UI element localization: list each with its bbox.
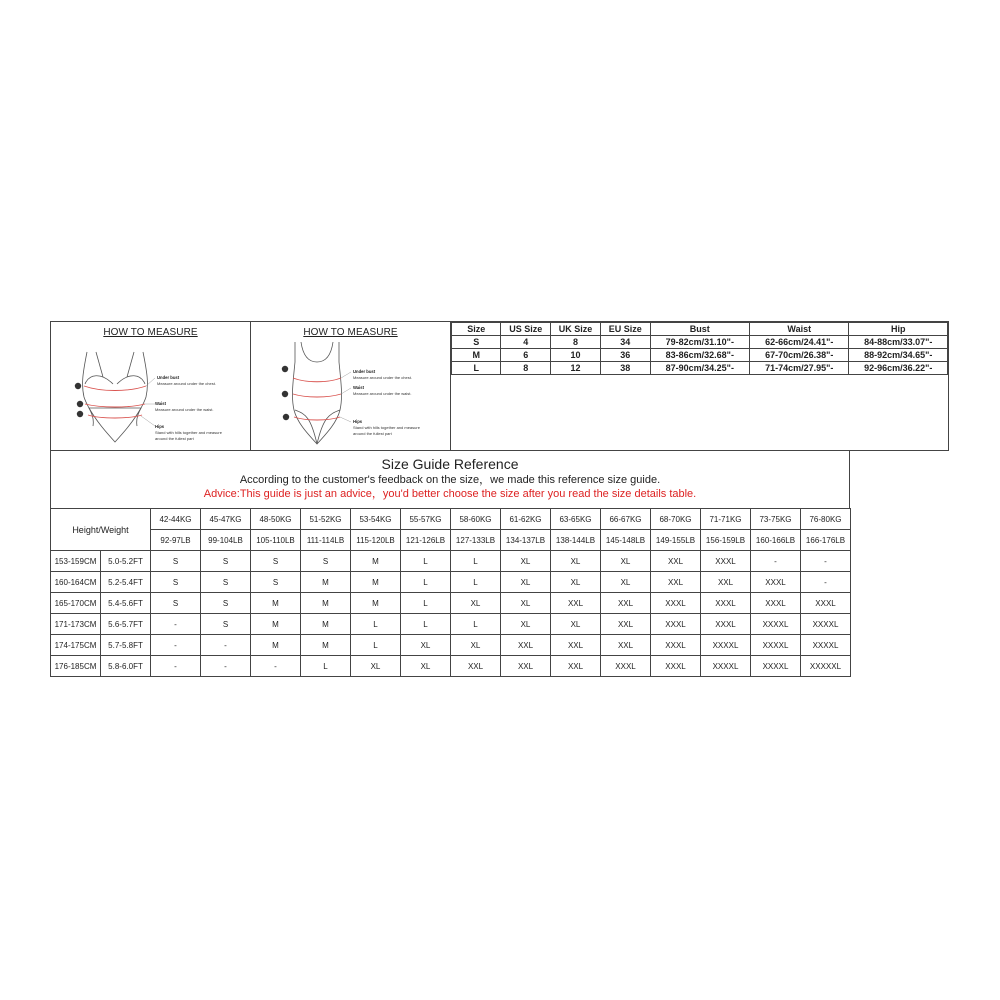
guide-advice: Advice:This guide is just an advice，you'd better choose the size after you read the size details table. [203, 488, 697, 500]
size-cell: L [451, 614, 501, 635]
height-cm-cell: 174-175CM [51, 635, 101, 656]
size-cell: XL [551, 572, 601, 593]
height-cm-cell: 176-185CM [51, 656, 101, 677]
size-cell: L [301, 656, 351, 677]
lb-header-cell: 99-104LB [201, 530, 251, 551]
header-cell: Bust [650, 323, 749, 336]
cell: 38 [600, 362, 650, 375]
size-cell: XXXL [701, 614, 751, 635]
size-cell: XXXL [751, 572, 801, 593]
cell: S [452, 336, 501, 349]
size-cell: L [351, 614, 401, 635]
size-cell: S [201, 593, 251, 614]
size-cell: XL [501, 593, 551, 614]
measure-header: HOW TO MEASURE [103, 327, 198, 338]
size-table-header [452, 323, 948, 336]
height-cm-cell: 165-170CM [51, 593, 101, 614]
size-cell: L [401, 614, 451, 635]
size-cell: XXL [501, 635, 551, 656]
kg-header-cell: 73-75KG [751, 509, 801, 530]
step3-desc: Stand with hills together and measure [155, 430, 222, 435]
size-cell: XXL [551, 656, 601, 677]
table-row [51, 656, 851, 677]
size-cell: XL [501, 572, 551, 593]
lb-header-cell: 138-144LB [551, 530, 601, 551]
size-cell: L [401, 593, 451, 614]
cell: 71-74cm/27.95"- [750, 362, 849, 375]
kg-header-cell: 55-57KG [401, 509, 451, 530]
size-cell: XXXL [701, 551, 751, 572]
height-ft-cell: 5.8-6.0FT [101, 656, 151, 677]
step3-desc2: around the fullest part [155, 436, 194, 441]
table-row [452, 336, 948, 349]
height-ft-cell: 5.4-5.6FT [101, 593, 151, 614]
step3-title: Hips [353, 419, 363, 424]
step1-desc: Measure around under the chest. [157, 381, 216, 386]
guide-title: Size Guide Reference [381, 456, 519, 472]
size-cell: XXXXL [751, 635, 801, 656]
size-guide-header [50, 451, 850, 508]
table-row [51, 551, 851, 572]
size-cell: XXL [601, 614, 651, 635]
step2-desc: Measure around under the waist. [353, 391, 412, 396]
size-cell: XXXL [701, 593, 751, 614]
size-cell: XL [451, 635, 501, 656]
size-cell: - [151, 635, 201, 656]
size-cell: - [151, 614, 201, 635]
table-row [51, 572, 851, 593]
onepiece-diagram [251, 322, 451, 450]
size-cell: XXXXL [751, 614, 801, 635]
size-cell: XL [351, 656, 401, 677]
table-row [51, 614, 851, 635]
size-cell: XL [601, 551, 651, 572]
size-cell: XXXL [651, 614, 701, 635]
size-cell: XXL [701, 572, 751, 593]
size-cell: XXXXXL [801, 656, 851, 677]
size-cell: XXL [551, 635, 601, 656]
cell: 34 [600, 336, 650, 349]
cell: 8 [501, 362, 551, 375]
size-cell: XL [401, 635, 451, 656]
cell: M [452, 349, 501, 362]
size-cell: S [201, 572, 251, 593]
size-cell: S [201, 551, 251, 572]
header-cell: UK Size [551, 323, 601, 336]
step1-title: Under bust [353, 369, 376, 374]
lb-header-cell: 156-159LB [701, 530, 751, 551]
size-table [451, 322, 948, 375]
cell: 4 [501, 336, 551, 349]
guide-subtitle: According to the customer's feedback on the size，we made this reference size guide. [239, 474, 661, 486]
size-cell: - [801, 551, 851, 572]
header-cell: Waist [750, 323, 849, 336]
size-cell: XXXL [651, 656, 701, 677]
lb-header-cell: 92-97LB [151, 530, 201, 551]
size-cell: XXL [551, 593, 601, 614]
step3-title: Hips [155, 424, 165, 429]
size-cell: S [151, 572, 201, 593]
size-cell: L [451, 551, 501, 572]
lb-header-cell: 127-133LB [451, 530, 501, 551]
height-ft-cell: 5.2-5.4FT [101, 572, 151, 593]
lb-header-cell: 134-137LB [501, 530, 551, 551]
cell: 88-92cm/34.65"- [849, 349, 948, 362]
lb-header-cell: 105-110LB [251, 530, 301, 551]
size-cell: L [451, 572, 501, 593]
top-section [50, 321, 949, 451]
kg-header-cell: 53-54KG [351, 509, 401, 530]
size-cell: XXXL [601, 656, 651, 677]
cell: 84-88cm/33.07"- [849, 336, 948, 349]
size-cell: M [251, 635, 301, 656]
measure-header: HOW TO MEASURE [303, 327, 398, 338]
size-chart-sheet [50, 321, 950, 678]
lb-header-cell: 121-126LB [401, 530, 451, 551]
table-row [452, 362, 948, 375]
size-cell: L [351, 635, 401, 656]
size-cell: XXXL [751, 593, 801, 614]
cell: 62-66cm/24.41"- [750, 336, 849, 349]
size-cell: L [401, 572, 451, 593]
size-cell: XL [501, 614, 551, 635]
size-cell: M [251, 614, 301, 635]
size-cell: XXXXL [801, 614, 851, 635]
size-cell: - [201, 635, 251, 656]
step1-title: Under bust [157, 375, 180, 380]
measure-panel-onepiece [251, 322, 451, 450]
size-cell: XXL [651, 572, 701, 593]
kg-header-cell: 63-65KG [551, 509, 601, 530]
kg-header-cell: 58-60KG [451, 509, 501, 530]
header-cell: Hip [849, 323, 948, 336]
cell: 92-96cm/36.22"- [849, 362, 948, 375]
size-cell: S [301, 551, 351, 572]
height-weight-table [50, 508, 851, 677]
size-cell: XXXXL [701, 656, 751, 677]
step3-desc2: around the fullest part [353, 431, 392, 436]
size-cell: M [351, 551, 401, 572]
cell: 12 [551, 362, 601, 375]
size-cell: XXL [601, 593, 651, 614]
header-cell: EU Size [600, 323, 650, 336]
measure-panel-bikini [51, 322, 251, 450]
kg-header-cell: 61-62KG [501, 509, 551, 530]
size-cell: XXXL [801, 593, 851, 614]
size-cell: S [151, 593, 201, 614]
size-cell: XL [451, 593, 501, 614]
step3-desc: Stand with hills together and measure [353, 425, 420, 430]
kg-header-cell: 45-47KG [201, 509, 251, 530]
size-cell: XXL [451, 656, 501, 677]
size-cell: XL [551, 551, 601, 572]
cell: 79-82cm/31.10"- [650, 336, 749, 349]
size-cell: XXXL [651, 635, 701, 656]
cell: 10 [551, 349, 601, 362]
lb-header-cell: 149-155LB [651, 530, 701, 551]
cell: 6 [501, 349, 551, 362]
cell: 8 [551, 336, 601, 349]
kg-header-cell: 76-80KG [801, 509, 851, 530]
size-cell: XL [401, 656, 451, 677]
step1-desc: Measure around under the chest. [353, 375, 412, 380]
size-cell: L [401, 551, 451, 572]
lb-header-cell: 111-114LB [301, 530, 351, 551]
size-cell: M [301, 614, 351, 635]
size-cell: - [201, 656, 251, 677]
kg-header-cell: 42-44KG [151, 509, 201, 530]
cell: 36 [600, 349, 650, 362]
kg-header-cell: 66-67KG [601, 509, 651, 530]
size-cell: XL [501, 551, 551, 572]
table-row [452, 349, 948, 362]
size-cell: M [301, 593, 351, 614]
size-cell: - [151, 656, 201, 677]
table-row [51, 635, 851, 656]
height-cm-cell: 153-159CM [51, 551, 101, 572]
size-cell: M [301, 572, 351, 593]
lb-header-cell: 166-176LB [801, 530, 851, 551]
size-cell: XXXXL [751, 656, 801, 677]
step2-title: Waist [353, 385, 365, 390]
size-cell: - [251, 656, 301, 677]
kg-header-cell: 48-50KG [251, 509, 301, 530]
size-cell: - [801, 572, 851, 593]
size-cell: M [301, 635, 351, 656]
size-cell: M [351, 593, 401, 614]
kg-header-cell: 51-52KG [301, 509, 351, 530]
cell: 67-70cm/26.38"- [750, 349, 849, 362]
corner-label: Height/Weight [51, 509, 151, 551]
size-cell: S [251, 551, 301, 572]
size-cell: XXL [501, 656, 551, 677]
height-cm-cell: 160-164CM [51, 572, 101, 593]
height-ft-cell: 5.0-5.2FT [101, 551, 151, 572]
height-ft-cell: 5.6-5.7FT [101, 614, 151, 635]
size-cell: S [251, 572, 301, 593]
lb-header-cell: 145-148LB [601, 530, 651, 551]
size-cell: XXXXL [701, 635, 751, 656]
bikini-diagram [51, 322, 251, 450]
cell: 83-86cm/32.68"- [650, 349, 749, 362]
size-cell: XXL [651, 551, 701, 572]
table-row [51, 593, 851, 614]
size-cell: M [251, 593, 301, 614]
lb-header-row [51, 530, 851, 551]
step2-desc: Measure around under the waist. [155, 407, 214, 412]
lb-header-cell: 115-120LB [351, 530, 401, 551]
height-ft-cell: 5.7-5.8FT [101, 635, 151, 656]
header-cell: US Size [501, 323, 551, 336]
size-cell: S [151, 551, 201, 572]
kg-header-row [51, 509, 851, 530]
cell: 87-90cm/34.25"- [650, 362, 749, 375]
size-cell: XXXL [651, 593, 701, 614]
size-cell: XXL [601, 635, 651, 656]
size-cell: S [201, 614, 251, 635]
size-cell: - [751, 551, 801, 572]
height-cm-cell: 171-173CM [51, 614, 101, 635]
size-cell: M [351, 572, 401, 593]
kg-header-cell: 71-71KG [701, 509, 751, 530]
cell: L [452, 362, 501, 375]
kg-header-cell: 68-70KG [651, 509, 701, 530]
size-cell: XL [601, 572, 651, 593]
size-cell: XXXXL [801, 635, 851, 656]
header-cell: Size [452, 323, 501, 336]
lb-header-cell: 160-166LB [751, 530, 801, 551]
step2-title: Waist [155, 401, 167, 406]
size-cell: XL [551, 614, 601, 635]
